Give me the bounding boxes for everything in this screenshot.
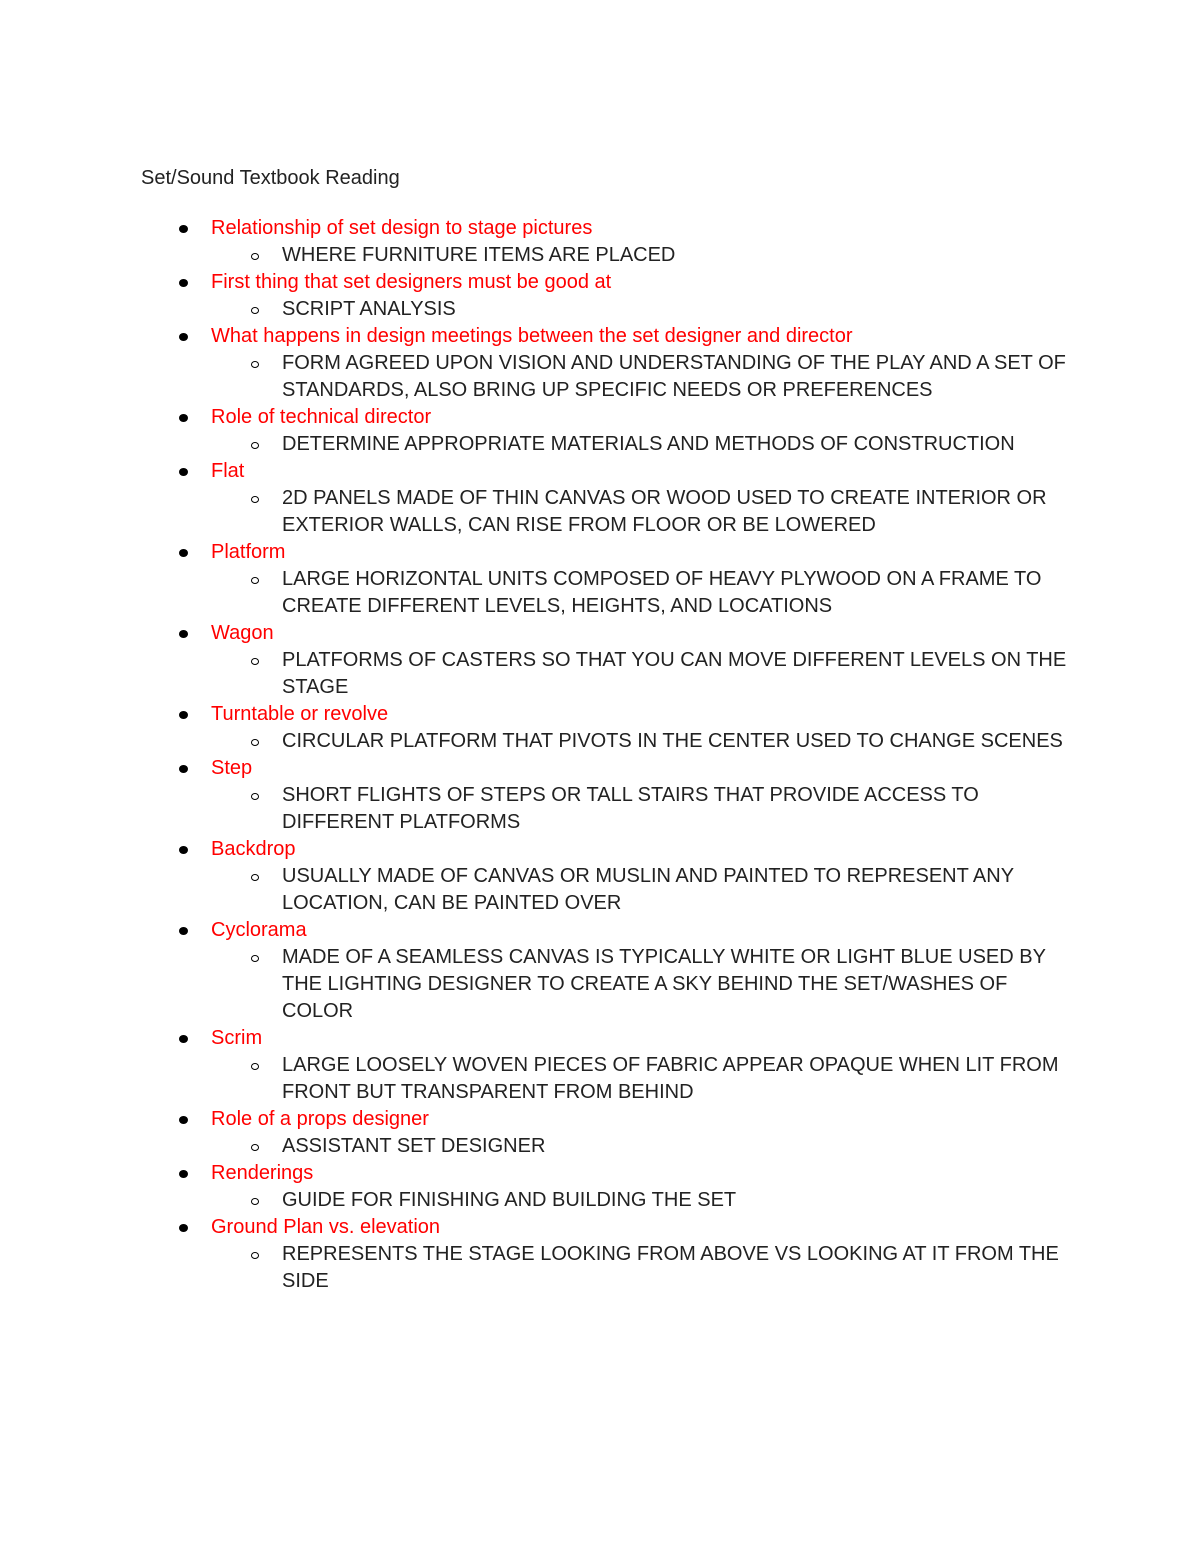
answer-item [141, 566, 1072, 620]
hollow-bullet-icon [251, 442, 259, 449]
hollow-bullet-icon [251, 577, 259, 584]
question-text: Scrim [211, 1027, 263, 1049]
filled-bullet-icon [179, 1170, 188, 1178]
filled-bullet-icon [179, 927, 188, 935]
study-outline [141, 215, 1071, 1295]
question-text: Turntable or revolve [211, 703, 389, 725]
filled-bullet-icon [179, 711, 188, 719]
question-text: Cyclorama [211, 919, 307, 941]
answer-item [141, 1187, 1072, 1214]
filled-bullet-icon [179, 630, 188, 638]
question-text: Backdrop [211, 838, 296, 860]
answer-item [141, 296, 1072, 323]
question-text: Flat [211, 460, 245, 482]
list-item [141, 323, 1071, 404]
list-item [141, 539, 1071, 620]
answer-item [141, 242, 1072, 269]
list-item [141, 701, 1071, 755]
answer-item [141, 728, 1072, 755]
filled-bullet-icon [179, 765, 188, 773]
filled-bullet-icon [179, 549, 188, 557]
list-item [141, 215, 1071, 269]
question-text: Ground Plan vs. elevation [211, 1216, 441, 1238]
answer-text: LARGE HORIZONTAL UNITS COMPOSED OF HEAVY PLYWOOD ON A FRAME TO CREATE DIFFERENT LEVELS, HEIGHTS, AND LOCATIONS [282, 568, 1042, 617]
answer-item [141, 485, 1072, 539]
filled-bullet-icon [179, 1116, 188, 1124]
hollow-bullet-icon [251, 1252, 259, 1259]
list-item [141, 1160, 1071, 1214]
filled-bullet-icon [179, 279, 188, 287]
question-text: Step [211, 757, 253, 779]
answer-text: CIRCULAR PLATFORM THAT PIVOTS IN THE CENTER USED TO CHANGE SCENES [282, 730, 1063, 752]
list-item [141, 755, 1071, 836]
answer-text: USUALLY MADE OF CANVAS OR MUSLIN AND PAINTED TO REPRESENT ANY LOCATION, CAN BE PAINTED OVER [282, 865, 1014, 914]
answer-text: 2D PANELS MADE OF THIN CANVAS OR WOOD USED TO CREATE INTERIOR OR EXTERIOR WALLS, CAN RISE FROM FLOOR OR BE LOWERED [282, 487, 1047, 536]
answer-text: SHORT FLIGHTS OF STEPS OR TALL STAIRS THAT PROVIDE ACCESS TO DIFFERENT PLATFORMS [282, 784, 979, 833]
filled-bullet-icon [179, 468, 188, 476]
list-item [141, 917, 1071, 1025]
answer-text: REPRESENTS THE STAGE LOOKING FROM ABOVE VS LOOKING AT IT FROM THE SIDE [282, 1243, 1059, 1292]
question-text: Platform [211, 541, 286, 563]
answer-item [141, 1052, 1072, 1106]
question-text: Role of technical director [211, 406, 432, 428]
answer-text: MADE OF A SEAMLESS CANVAS IS TYPICALLY WHITE OR LIGHT BLUE USED BY THE LIGHTING DESIGNER TO CREATE A SKY BEHIND THE SET/WASHES OF COLOR [282, 946, 1046, 1022]
answer-item [141, 944, 1072, 1025]
hollow-bullet-icon [251, 361, 259, 368]
list-item [141, 836, 1071, 917]
answer-item [141, 1133, 1072, 1160]
answer-text: DETERMINE APPROPRIATE MATERIALS AND METHODS OF CONSTRUCTION [282, 433, 1015, 455]
list-item [141, 269, 1071, 323]
hollow-bullet-icon [251, 253, 259, 260]
question-text: Wagon [211, 622, 274, 644]
answer-text: GUIDE FOR FINISHING AND BUILDING THE SET [282, 1189, 737, 1211]
hollow-bullet-icon [251, 793, 259, 800]
answer-text: LARGE LOOSELY WOVEN PIECES OF FABRIC APPEAR OPAQUE WHEN LIT FROM FRONT BUT TRANSPARENT FROM BEHIND [282, 1054, 1059, 1103]
answer-text: WHERE FURNITURE ITEMS ARE PLACED [282, 244, 676, 266]
list-item [141, 1106, 1071, 1160]
answer-item [141, 863, 1072, 917]
list-item [141, 1214, 1071, 1295]
hollow-bullet-icon [251, 955, 259, 962]
answer-item [141, 782, 1072, 836]
filled-bullet-icon [179, 414, 188, 422]
answer-text: FORM AGREED UPON VISION AND UNDERSTANDING OF THE PLAY AND A SET OF STANDARDS, ALSO BRING UP SPECIFIC NEEDS OR PREFERENCES [282, 352, 1066, 401]
list-item [141, 458, 1071, 539]
filled-bullet-icon [179, 846, 188, 854]
answer-text: ASSISTANT SET DESIGNER [282, 1135, 546, 1157]
filled-bullet-icon [179, 225, 188, 233]
hollow-bullet-icon [251, 874, 259, 881]
answer-text: PLATFORMS OF CASTERS SO THAT YOU CAN MOVE DIFFERENT LEVELS ON THE STAGE [282, 649, 1067, 698]
answer-item [141, 350, 1072, 404]
question-text: Relationship of set design to stage pictures [211, 217, 593, 239]
hollow-bullet-icon [251, 307, 259, 314]
document-title: Set/Sound Textbook Reading [141, 167, 400, 189]
filled-bullet-icon [179, 1224, 188, 1232]
hollow-bullet-icon [251, 1198, 259, 1205]
question-text: What happens in design meetings between the set designer and director [211, 325, 853, 347]
answer-text: SCRIPT ANALYSIS [282, 298, 456, 320]
filled-bullet-icon [179, 1035, 188, 1043]
hollow-bullet-icon [251, 1144, 259, 1151]
answer-item [141, 431, 1072, 458]
list-item [141, 620, 1071, 701]
question-text: First thing that set designers must be good at [211, 271, 612, 293]
answer-item [141, 1241, 1072, 1295]
filled-bullet-icon [179, 333, 188, 341]
list-item [141, 404, 1071, 458]
hollow-bullet-icon [251, 658, 259, 665]
question-text: Role of a props designer [211, 1108, 429, 1130]
hollow-bullet-icon [251, 739, 259, 746]
hollow-bullet-icon [251, 496, 259, 503]
answer-item [141, 647, 1072, 701]
question-text: Renderings [211, 1162, 314, 1184]
hollow-bullet-icon [251, 1063, 259, 1070]
list-item [141, 1025, 1071, 1106]
